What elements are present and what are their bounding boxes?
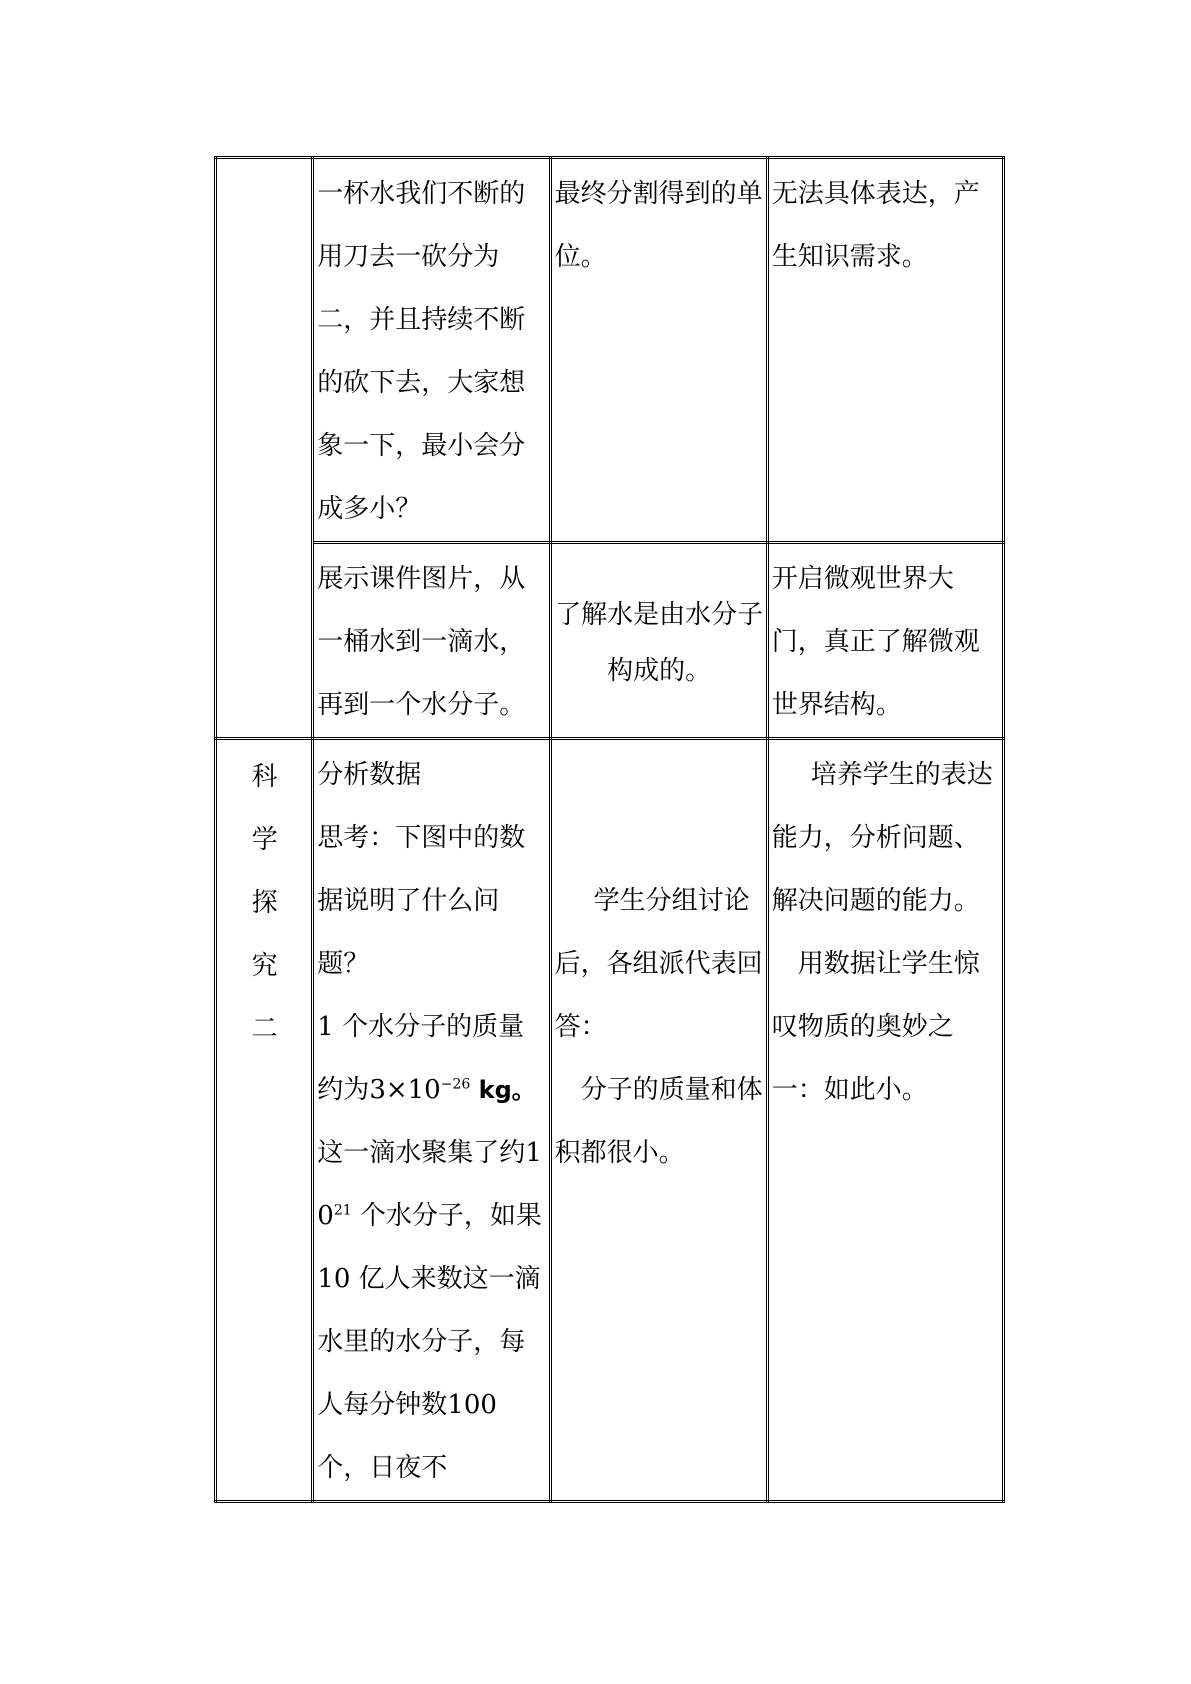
student-activity-text: 了解水是由水分子构成的。: [555, 599, 764, 686]
student-discussion-text: 学生分组讨论后，各组派代表回答：: [554, 886, 763, 1042]
student-answer-text: 分子的质量和体积都很小。: [554, 1075, 763, 1168]
teacher-activity-cell: 展示课件图片，从一桶水到一滴水，再到一个水分子。: [313, 543, 550, 739]
drop-prefix: 这一滴水聚集了约: [317, 1138, 526, 1168]
table-row: [216, 158, 1004, 543]
section-heading: 分析数据: [317, 760, 422, 790]
table-row: [216, 543, 1004, 739]
stage-label-char: 学: [251, 825, 278, 855]
design-intent-text: 用数据让学生惊叹物质的奥妙之一：如此小。: [771, 949, 980, 1105]
design-intent-cell: [767, 739, 1003, 1502]
mass-value-exponent: −26: [440, 1076, 471, 1093]
stage-label-char: 究: [251, 951, 278, 981]
stage-label-char: 科: [251, 762, 278, 792]
mass-value-base: 3×10: [369, 1075, 441, 1105]
teacher-activity-cell: 一杯水我们不断的用刀去一砍分为二，并且持续不断的砍下去，大家想象一下，最小会分成多小？: [313, 158, 550, 543]
question-text: 思考：下图中的数据说明了什么问题？: [317, 823, 526, 979]
teacher-activity-cell: [313, 739, 550, 1502]
table-row: [216, 739, 1004, 1502]
stage-label-char: 二: [251, 1014, 278, 1044]
stage-label-cell: [216, 739, 313, 1502]
drop-count-text: [317, 1122, 546, 1500]
design-intent-cell: 无法具体表达，产生知识需求。: [767, 158, 1003, 543]
stage-label-char: 探: [251, 888, 278, 918]
student-activity-cell: [550, 543, 767, 739]
mass-unit: kg。: [470, 1076, 536, 1104]
stage-label-cell-empty: [216, 158, 313, 739]
molecule-mass-text: [317, 996, 546, 1122]
design-intent-text: 培养学生的表达能力，分析问题、解决问题的能力。: [771, 760, 993, 916]
lesson-plan-table: [214, 156, 1005, 1503]
drop-base: 10: [317, 1138, 542, 1231]
design-intent-cell: 开启微观世界大门，真正了解微观世界结构。: [767, 543, 1003, 739]
drop-exponent: 21: [333, 1202, 352, 1219]
student-activity-cell: [550, 739, 767, 1502]
mass-prefix: 1 个水分子的质量约为: [317, 1012, 525, 1105]
student-activity-cell: 最终分割得到的单位。: [550, 158, 767, 543]
drop-suffix: 个水分子，如果10 亿人来数这一滴水里的水分子，每人每分钟数100 个，日夜不: [317, 1201, 542, 1483]
